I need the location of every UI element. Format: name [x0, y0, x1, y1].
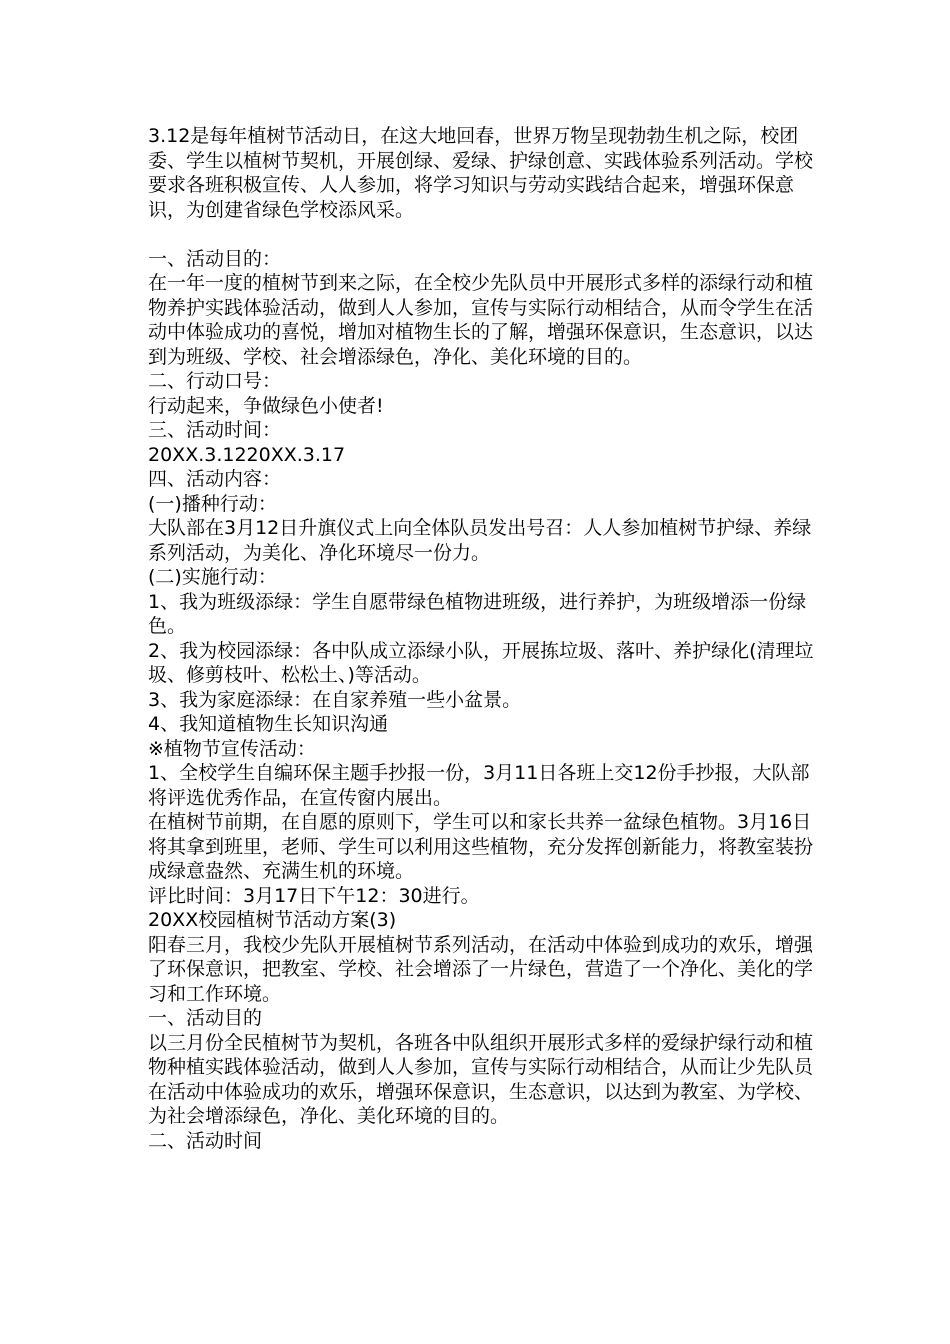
heading-content: 四、活动内容： [148, 468, 282, 490]
heading-time: 三、活动时间： [148, 419, 282, 441]
paragraph-purpose-2: 以三月份全民植树节为契机，各班各中队组织开展形式多样的爱绿护绿行动和植物种植实践体验活动，做到人人参加，宣传与实际行动相结合，从而让少先队员在活动中体验成功的欢乐，增强环保意识，生态意识，以达到为教室、为学校、为社会增添绿色，净化、美化环境的目的。 [148, 1031, 814, 1127]
list-item-class: 1、我为班级添绿：学生自愿带绿色植物进班级，进行养护，为班级增添一份绿色。 [148, 590, 807, 637]
subheading-implementation: (二)实施行动： [148, 566, 277, 588]
subheading-publicity: ※植物节宣传活动： [148, 737, 316, 760]
paragraph-time: 20XX.3.1220XX.3.17 [148, 443, 346, 466]
paragraph-judging-time: 评比时间：3月17日下午12：30进行。 [148, 884, 480, 907]
paragraph-slogan: 行动起来，争做绿色小使者! [148, 394, 384, 417]
list-item-home: 3、我为家庭添绿：在自家养殖一些小盆景。 [148, 688, 522, 711]
heading-purpose-2: 一、活动目的 [148, 1007, 263, 1029]
paragraph-newspaper: 1、全校学生自编环保主题手抄报一份，3月11日各班上交12份手抄报，大队部将评选优秀作品，在宣传窗内展出。 [148, 762, 810, 809]
document-body [144, 124, 824, 1153]
heading-time-2: 二、活动时间 [148, 1129, 263, 1152]
subheading-sowing: (一)播种行动： [148, 492, 277, 515]
paragraph-purpose: 在一年一度的植树节到来之际，在全校少先队员中开展形式多样的添绿行动和植物养护实践体验活动，做到人人参加，宣传与实际行动相结合，从而令学生在活动中体验成功的喜悦，增加对植物生长的了解，增强环保意识，生态意识，以达到为班级、学校、社会增添绿色，净化、美化环境的目的。 [148, 272, 814, 368]
section-title-plan-3: 20XX校园植树节活动方案(3) [148, 909, 397, 931]
paragraph-spring: 阳春三月，我校少先队开展植树节系列活动，在活动中体验到成功的欢乐，增强了环保意识，把教室、学校、社会增添了一片绿色，营造了一个净化、美化的学习和工作环境。 [148, 933, 814, 1005]
list-item-campus: 2、我为校园添绿：各中队成立添绿小队，开展拣垃圾、落叶、养护绿化(清理垃圾、修剪枝叶、松松土、)等活动。 [148, 639, 814, 686]
heading-slogan: 二、行动口号： [148, 370, 282, 392]
paragraph-plants: 在植树节前期，在自愿的原则下，学生可以和家长共养一盆绿色植物。3月16日将其拿到班里，老师、学生可以利用这些植物，充分发挥创新能力，将教室装扮成绿意盎然、充满生机的环境。 [148, 811, 814, 882]
list-item-knowledge: 4、我知道植物生长知识沟通 [148, 713, 389, 735]
paragraph-sowing: 大队部在3月12日升旗仪式上向全体队员发出号召：人人参加植树节护绿、养绿系列活动，为美化、净化环境尽一份力。 [148, 517, 812, 564]
heading-purpose: 一、活动目的： [148, 247, 282, 270]
intro-paragraph: 3.12是每年植树节活动日，在这大地回春，世界万物呈现勃勃生机之际，校团委、学生以植树节契机，开展创绿、爱绿、护绿创意、实践体验系列活动。学校要求各班积极宣传、人人参加，将学习知识与劳动实践结合起来，增强环保意识，为创建省绿色学校添风采。 [148, 125, 814, 221]
blank-line [144, 222, 824, 247]
